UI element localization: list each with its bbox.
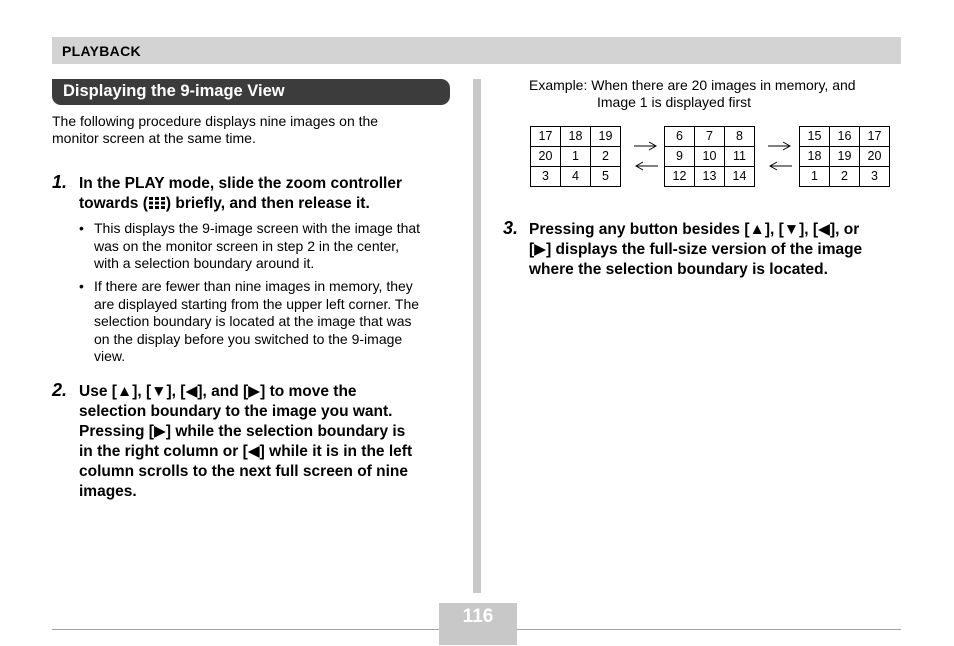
column-divider xyxy=(473,79,481,593)
bullet-item: • This displays the 9-image screen with the image that was on the monitor screen in step 2 in the center, with a selection boundary around it. xyxy=(79,220,421,271)
image-grid-1: 17 18 19 20 1 2 3 4 5 xyxy=(530,126,621,187)
bullet-item: • If there are fewer than nine images in memory, they are displayed starting from the upper left corner. The selection boundary is located at the image that was on the display before you switched to the 9-image view. xyxy=(79,278,420,364)
nine-image-zoom-icon xyxy=(148,196,166,216)
bullet-dot: • xyxy=(79,220,84,236)
example-caption: Example: When there are 20 images in memory, and Image 1 is displayed first xyxy=(529,77,856,110)
step-number: 2. xyxy=(52,380,68,400)
swap-arrows-icon xyxy=(767,139,793,173)
step-line: towards ( ) briefly, and then release it. xyxy=(79,194,459,216)
section-title-bar xyxy=(52,79,450,105)
page-number: 116 xyxy=(462,606,494,627)
step-3-text: Pressing any button besides [▲], [▼], [◀], or [▶] displays the full-size version of the image where the selection boundary is located. xyxy=(529,221,863,278)
image-grid-3: 15 16 17 18 19 20 1 2 3 xyxy=(799,126,890,187)
bullet-dot: • xyxy=(79,278,84,294)
step-number: 3. xyxy=(503,218,519,238)
header-bar xyxy=(52,37,901,64)
step-number: 1. xyxy=(52,172,68,192)
page-number-box xyxy=(439,603,517,645)
swap-arrows-icon xyxy=(633,139,659,173)
intro-line: The following procedure displays nine images on the xyxy=(52,113,379,129)
intro-line: monitor screen at the same time. xyxy=(52,130,256,146)
image-grid-2: 6 7 8 9 10 11 12 13 14 xyxy=(664,126,755,187)
step-2-text: Use [▲], [▼], [◀], and [▶] to move the selection boundary to the image you want. Pressing [▶] while the selection boundary is in the right column or [◀] while it is in the left column scrolls to the next full screen of nine images. xyxy=(79,383,413,500)
section-label: PLAYBACK xyxy=(62,43,141,59)
page-title: Displaying the 9-image View xyxy=(63,82,285,100)
intro-text xyxy=(52,113,452,147)
step-1-text xyxy=(79,174,459,216)
step-line: In the PLAY mode, slide the zoom controller xyxy=(79,175,402,192)
